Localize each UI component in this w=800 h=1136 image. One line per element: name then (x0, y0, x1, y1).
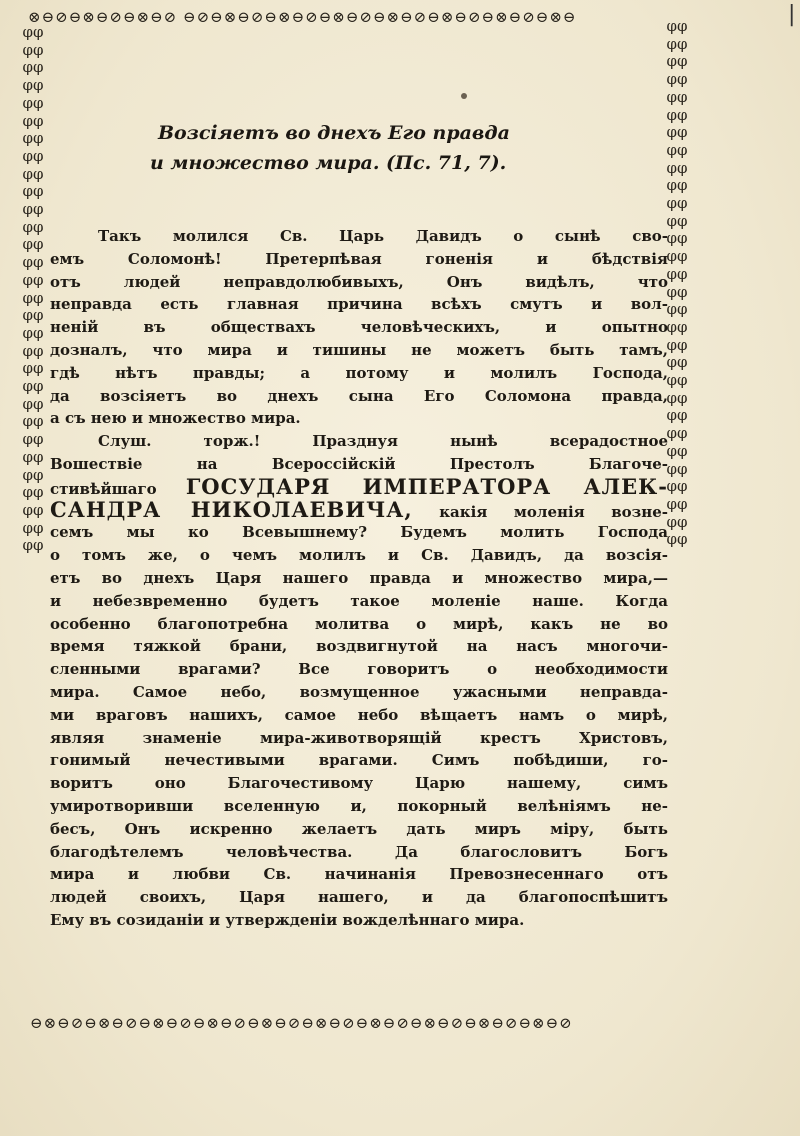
text-line: о томъ же, о чемъ молилъ и Св. Давидъ, да возсія- (50, 546, 668, 565)
text-line: гонимый нечестивыми врагами. Симъ побѣдиши, го- (50, 751, 668, 770)
text-line: Слуш. торж.! Празднуя нынѣ всерадостное (98, 432, 668, 451)
text-line: Ему въ созиданіи и утвержденіи вожделѣннаго мира. (50, 910, 525, 929)
text-line: умиротворивши вселенную и, покорный велѣніямъ не- (50, 796, 668, 815)
text-line: неній въ обществахъ человѣческихъ, и опытно (50, 318, 668, 337)
epigraph (150, 118, 590, 178)
text-line: особенно благопотребна молитва о мирѣ, какъ не во (50, 614, 668, 633)
text-line: благодѣтелемъ человѣчества. Да благословитъ Богъ (50, 842, 668, 861)
text-line: гдѣ нѣтъ правды; а потому и молилъ Господа, (50, 363, 668, 382)
text-line: мира. Самое небо, возмущенное ужасными неправда- (50, 682, 668, 701)
text-line: ми враговъ нашихъ, самое небо вѣщаетъ намъ о мирѣ, (50, 705, 668, 724)
text-line: бесъ, Онъ искренно желаетъ дать миръ міру, быть (50, 819, 668, 838)
paragraph-2 (50, 430, 668, 932)
paragraph-2-rest (50, 521, 668, 931)
text-line: сленными врагами? Все говоритъ о необходимости (50, 660, 668, 679)
ink-dot (461, 93, 467, 99)
text-line: мира и любви Св. начинанія Превознесеннаго отъ (50, 865, 668, 884)
text-line: воритъ оно Благочестивому Царю нашему, симъ (50, 774, 668, 793)
left-ornament-border: φφφφφφφφφφφφφφφφφφφφφφφφφφφφφφφφφφφφφφφφφφφφφφφφφφφφφφφφφφφφ (22, 24, 44, 555)
epigraph-line-1: Возсіяетъ во днехъ Его правда (158, 122, 510, 144)
text-line: етъ во днехъ Царя нашего правда и множество мира,— (50, 568, 668, 587)
text-line: Такъ молился Св. Царь Давидъ о сынѣ сво- (98, 227, 668, 245)
emperor-title: ГОСУДАРЯ ИМПЕРАТОРА АЛЕК- (185, 475, 668, 499)
text-line: неправда есть главная причина всѣхъ смутъ и вол- (50, 295, 668, 314)
right-ornament-border: φφφφφφφφφφφφφφφφφφφφφφφφφφφφφφφφφφφφφφφφφφφφφφφφφφφφφφφφφφφφ (666, 18, 688, 549)
text-line: время тяжкой брани, воздвигнутой на насъ многочи- (50, 637, 668, 656)
text-line: да возсіяетъ во днехъ сына Его Соломона правда, (50, 386, 668, 405)
text-line: дозналъ, что мира и тишины не можетъ быть тамъ, (50, 340, 668, 359)
text-fragment: какія моленія возне- (439, 502, 668, 521)
text-line: и небезвременно будетъ такое моленіе наше. Когда (50, 591, 668, 610)
text-line: Вошествіе на Всероссійскій Престолъ Благоче- (50, 454, 668, 473)
text-line: являя знаменіе мира-животворящій крестъ Христовъ, (50, 728, 668, 747)
text-line: семъ мы ко Всевышнему? Будемъ молить Господа (50, 523, 668, 542)
text-line: людей своихъ, Царя нашего, и да благопоспѣшитъ (50, 888, 668, 907)
text-line (50, 499, 668, 522)
text-line: а съ нею и множество мира. (50, 409, 301, 428)
text-line: отъ людей неправдолюбивыхъ, Онъ видѣлъ, что (50, 272, 668, 291)
text-line: емъ Соломонѣ! Претерпѣвая гоненія и бѣдствія (50, 249, 668, 268)
epigraph-line-2: и множество мира. (Пс. 71, 7). (150, 152, 507, 174)
page-edge-mark: | (788, 2, 796, 27)
bottom-ornament-border: ⊖⊗⊖⊘⊖⊗⊖⊘⊖⊗⊖⊘⊖⊗⊖⊘⊖⊗⊖⊘⊖⊗⊖⊘⊖⊗⊖⊘⊖⊗⊖⊘⊖⊗⊖⊘⊖⊗⊖⊘ (30, 1014, 573, 1032)
sermon-text (50, 225, 668, 932)
text-fragment: стивѣйшаго (50, 479, 157, 498)
text-line (50, 476, 668, 499)
top-ornament-border: ⊗⊖⊘⊖⊗⊖⊘⊖⊗⊖⊘ ⊖⊘⊖⊗⊖⊘⊖⊗⊖⊘⊖⊗⊖⊘⊖⊗⊖⊘⊖⊗⊖⊘⊖⊗⊖⊘⊖⊗⊖ (28, 8, 577, 26)
paragraph-1 (50, 225, 668, 430)
emperor-name: САНДРА НИКОЛАЕВИЧА, (50, 498, 413, 522)
